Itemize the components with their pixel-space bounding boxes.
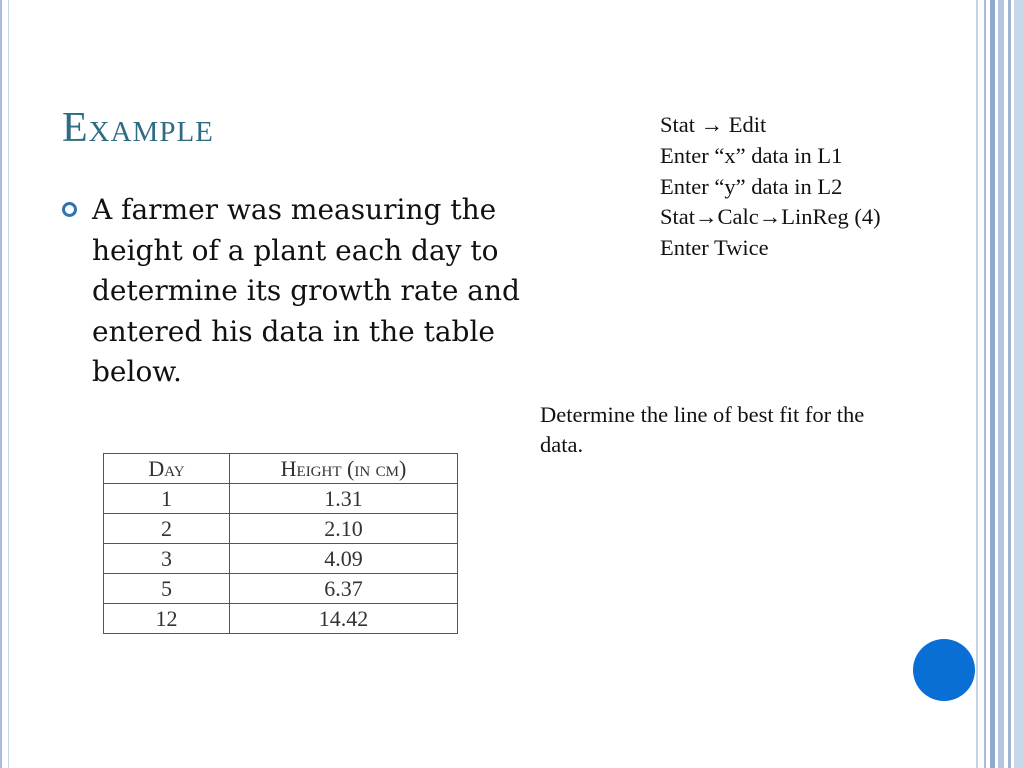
cell-height: 4.09 bbox=[230, 544, 458, 574]
bullet-text: A farmer was measuring the height of a plant each day to determine its growth rate and entered his data in the table below. bbox=[92, 193, 520, 388]
cell-day: 3 bbox=[104, 544, 230, 574]
task-note: Determine the line of best fit for the data. bbox=[540, 402, 865, 457]
left-border-inner-line bbox=[8, 0, 9, 768]
right-border-stripe bbox=[998, 0, 1004, 768]
table-row bbox=[104, 484, 458, 514]
right-border-stripe bbox=[984, 0, 986, 768]
header-day: Day bbox=[104, 454, 230, 484]
instruction-line: Enter “x” data in L1 bbox=[660, 142, 843, 168]
instruction-line: Enter “y” data in L2 bbox=[660, 173, 843, 199]
left-border-line bbox=[0, 0, 2, 768]
slide-title: Example bbox=[62, 105, 214, 151]
instruction-line: Stat → Edit bbox=[660, 112, 767, 137]
table-row bbox=[104, 514, 458, 544]
cell-day: 2 bbox=[104, 514, 230, 544]
calculator-instructions bbox=[660, 110, 881, 264]
ring-bullet-icon bbox=[62, 202, 77, 217]
table-row bbox=[104, 574, 458, 604]
table-row bbox=[104, 604, 458, 634]
header-height: Height (in cm) bbox=[230, 454, 458, 484]
cell-day: 12 bbox=[104, 604, 230, 634]
instruction-line: Enter Twice bbox=[660, 235, 769, 261]
cell-height: 6.37 bbox=[230, 574, 458, 604]
data-table bbox=[103, 453, 458, 634]
cell-day: 5 bbox=[104, 574, 230, 604]
cell-height: 1.31 bbox=[230, 484, 458, 514]
cell-height: 14.42 bbox=[230, 604, 458, 634]
right-border-stripe bbox=[976, 0, 978, 768]
bullet-point bbox=[62, 190, 552, 393]
right-border-stripe bbox=[990, 0, 995, 768]
table-row bbox=[104, 544, 458, 574]
table-header-row bbox=[104, 454, 458, 484]
circle-nav-icon[interactable] bbox=[913, 639, 975, 701]
cell-height: 2.10 bbox=[230, 514, 458, 544]
right-border-stripe bbox=[1008, 0, 1011, 768]
right-border-stripe bbox=[1014, 0, 1024, 768]
instruction-line: Stat→Calc→LinReg (4) bbox=[660, 204, 881, 230]
cell-day: 1 bbox=[104, 484, 230, 514]
